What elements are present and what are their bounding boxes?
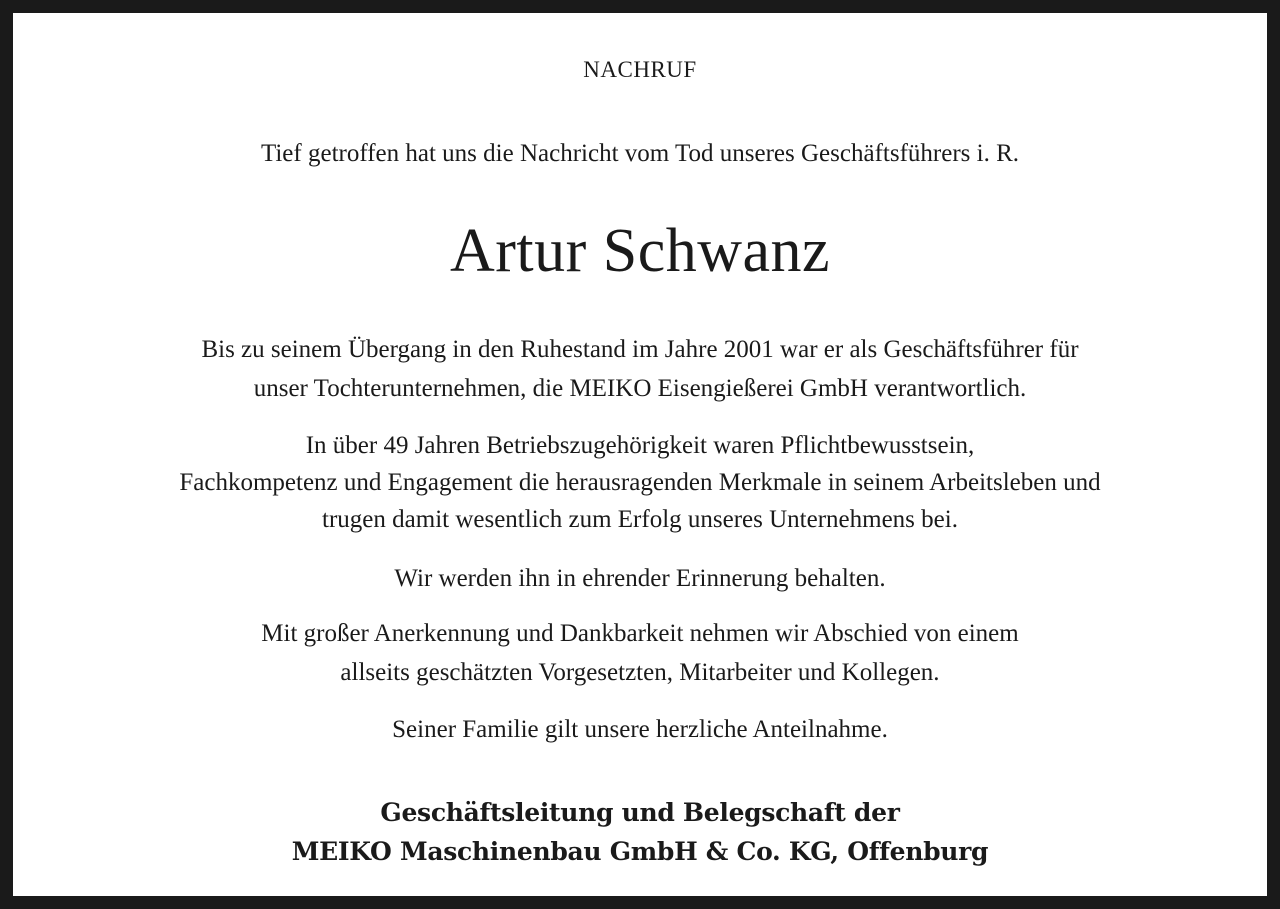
- paragraph-merits-line-1: In über 49 Jahren Betriebszugehörigkeit waren Pflichtbewusstsein,: [305, 432, 975, 459]
- paragraph-farewell-line-2: allseits geschätzten Vorgesetzten, Mitarbeiter und Kollegen.: [340, 659, 940, 686]
- paragraph-career-line-1: Bis zu seinem Übergang in den Ruhestand im Jahre 2001 war er als Geschäftsführer für: [201, 336, 1079, 363]
- notice-heading: NACHRUF: [583, 57, 697, 82]
- paragraph-merits-line-2: Fachkompetenz und Engagement die herausragenden Merkmale in seinem Arbeitsleben und: [179, 469, 1101, 496]
- paragraph-remembrance: Wir werden ihn in ehrender Erinnerung behalten.: [394, 565, 886, 592]
- paragraph-farewell-line-1: Mit großer Anerkennung und Dankbarkeit nehmen wir Abschied von einem: [261, 620, 1019, 647]
- paragraph-condolence: Seiner Familie gilt unsere herzliche Anteilnahme.: [392, 716, 888, 743]
- signature-line-2: MEIKO Maschinenbau GmbH & Co. KG, Offenburg: [291, 837, 989, 866]
- deceased-name: Artur Schwanz: [449, 217, 831, 285]
- paragraph-career-line-2: unser Tochterunternehmen, die MEIKO Eisengießerei GmbH verantwortlich.: [253, 375, 1027, 402]
- signature-line-1: Geschäftsleitung und Belegschaft der: [380, 798, 900, 827]
- paragraph-merits-line-3: trugen damit wesentlich zum Erfolg unseres Unternehmens bei.: [322, 506, 958, 533]
- intro-text: Tief getroffen hat uns die Nachricht vom Tod unseres Geschäftsführers i. R.: [260, 140, 1020, 167]
